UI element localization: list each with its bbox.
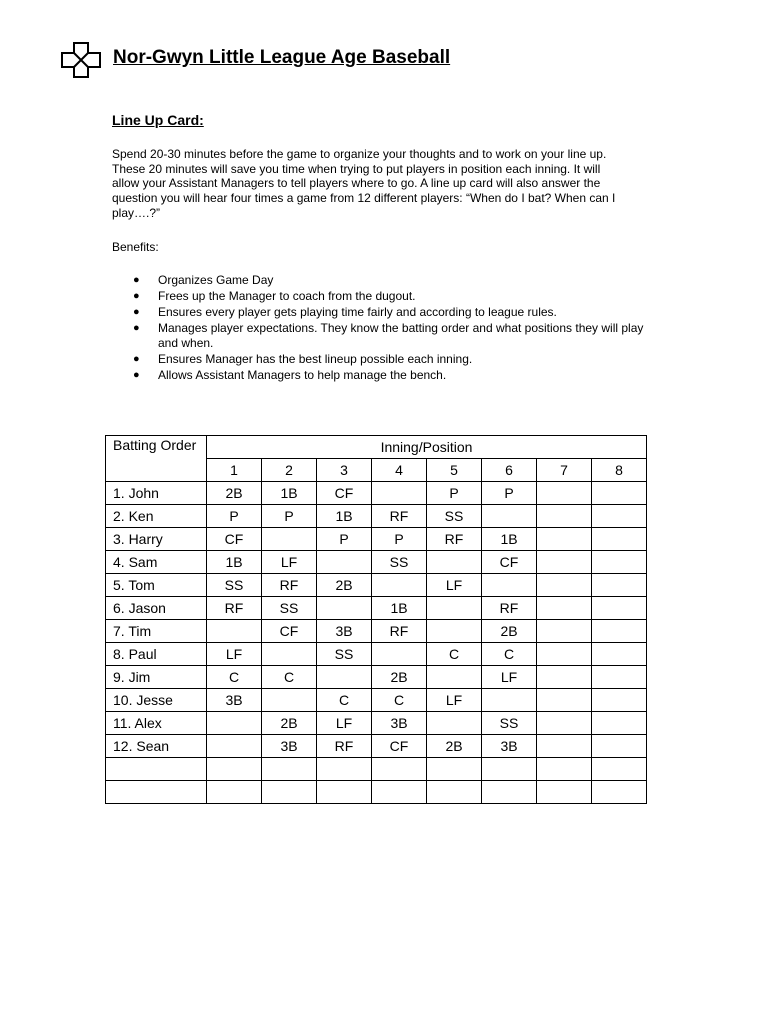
player-name-cell: 3. Harry [106,528,207,551]
position-cell [537,781,592,804]
bullet-icon: ● [133,352,140,365]
table-row [106,666,647,689]
position-cell [592,643,647,666]
position-cell: C [317,689,372,712]
position-cell [372,574,427,597]
bullet-icon: ● [133,290,140,303]
table-row [106,689,647,712]
position-cell: 1B [207,551,262,574]
position-cell: RF [372,620,427,643]
intro-line: play….?” [112,205,161,220]
position-cell: RF [427,528,482,551]
position-cell: 2B [482,620,537,643]
position-cell: CF [482,551,537,574]
inning-number: 2 [262,459,317,482]
benefit-text: Frees up the Manager to coach from the dugout. [158,289,416,304]
position-cell: 1B [317,505,372,528]
player-name-cell: 4. Sam [106,551,207,574]
table-row [106,643,647,666]
position-cell [592,758,647,781]
position-cell [537,528,592,551]
list-item [112,305,657,320]
position-cell: SS [372,551,427,574]
position-cell [317,666,372,689]
player-name-cell: 7. Tim [106,620,207,643]
player-name-cell: 9. Jim [106,666,207,689]
list-item [112,273,657,288]
position-cell [372,758,427,781]
position-cell [537,735,592,758]
position-cell: C [372,689,427,712]
position-cell [537,712,592,735]
position-cell [427,712,482,735]
position-cell: 1B [482,528,537,551]
inning-number: 5 [427,459,482,482]
position-cell [262,781,317,804]
intro-line: These 20 minutes will save you time when trying to put players in position each inning. It will [112,161,601,176]
position-cell [537,551,592,574]
position-cell [427,666,482,689]
benefit-text: Organizes Game Day [158,273,274,287]
position-cell: RF [372,505,427,528]
position-cell: RF [262,574,317,597]
position-cell: 3B [207,689,262,712]
position-cell: SS [207,574,262,597]
position-cell: P [372,528,427,551]
position-cell [592,666,647,689]
position-cell [427,597,482,620]
position-cell: C [207,666,262,689]
position-cell [592,712,647,735]
position-cell [427,620,482,643]
position-cell: LF [427,689,482,712]
bullet-icon: ● [133,322,140,335]
inning-number: 1 [207,459,262,482]
position-cell [262,528,317,551]
position-cell: RF [482,597,537,620]
position-cell: CF [372,735,427,758]
intro-line: question you will hear four times a game from 12 different players: “When do I bat? When can I [112,191,616,206]
player-name-cell [106,781,207,804]
position-cell [537,643,592,666]
cross-outline-logo-icon [60,41,102,79]
position-cell: SS [427,505,482,528]
table-row [106,551,647,574]
position-cell: CF [317,482,372,505]
position-cell: P [207,505,262,528]
section-subtitle: Line Up Card: [112,112,204,128]
position-cell [592,505,647,528]
position-cell [592,781,647,804]
position-cell: C [482,643,537,666]
list-item [112,368,657,383]
position-cell: CF [207,528,262,551]
player-name-cell: 10. Jesse [106,689,207,712]
benefits-label: Benefits: [112,240,159,254]
bullet-icon: ● [133,368,140,381]
position-cell: 2B [427,735,482,758]
bullet-icon: ● [133,306,140,319]
position-cell: 2B [262,712,317,735]
position-cell: LF [482,666,537,689]
document-title: Nor-Gwyn Little League Age Baseball [113,47,451,68]
position-cell [207,735,262,758]
lineup-table [105,435,647,804]
position-cell [262,758,317,781]
position-cell: LF [207,643,262,666]
position-cell [427,758,482,781]
position-cell: SS [262,597,317,620]
position-cell: 1B [262,482,317,505]
table-row [106,528,647,551]
position-cell [372,482,427,505]
position-cell [592,620,647,643]
position-cell: P [482,482,537,505]
batting-order-header: Batting Order [106,436,207,482]
position-cell [592,528,647,551]
table-row [106,735,647,758]
table-row [106,712,647,735]
player-name-cell: 11. Alex [106,712,207,735]
table-row [106,758,647,781]
benefit-text: Manages player expectations. They know the batting order and what positions they will play and when. [158,321,644,350]
intro-paragraph [112,147,657,221]
intro-line: Spend 20-30 minutes before the game to organize your thoughts and to work on your line up. [112,147,607,161]
position-cell [537,482,592,505]
position-cell [262,689,317,712]
position-cell [537,620,592,643]
list-item [112,321,657,350]
table-row [106,781,647,804]
position-cell: 3B [262,735,317,758]
position-cell [482,505,537,528]
position-cell [482,689,537,712]
table-row [106,620,647,643]
position-cell: P [317,528,372,551]
position-cell: 2B [317,574,372,597]
position-cell: 3B [482,735,537,758]
position-cell [317,597,372,620]
benefit-text: Allows Assistant Managers to help manage the bench. [158,367,447,382]
lineup-body [106,436,647,804]
position-cell [317,758,372,781]
position-cell: RF [317,735,372,758]
position-cell: 3B [317,620,372,643]
position-cell [592,482,647,505]
position-cell: 2B [207,482,262,505]
position-cell [537,505,592,528]
position-cell [537,666,592,689]
position-cell [207,758,262,781]
position-cell [427,551,482,574]
position-cell [427,781,482,804]
position-cell: LF [427,574,482,597]
position-cell [537,574,592,597]
benefit-text: Ensures Manager has the best lineup possible each inning. [158,351,473,366]
inning-number: 7 [537,459,592,482]
list-item [112,352,657,367]
player-name-cell [106,758,207,781]
position-cell: LF [262,551,317,574]
position-cell [482,781,537,804]
position-cell [537,689,592,712]
position-cell [537,758,592,781]
position-cell [537,597,592,620]
position-cell [372,643,427,666]
intro-line: allow your Assistant Managers to tell players where to go. A line up card will also answer the [112,176,601,191]
table-row [106,505,647,528]
position-cell: SS [482,712,537,735]
position-cell [262,643,317,666]
position-cell [482,758,537,781]
position-cell [372,781,427,804]
inning-position-header: Inning/Position [207,436,647,459]
position-cell: 3B [372,712,427,735]
position-cell: C [262,666,317,689]
position-cell [207,620,262,643]
position-cell [592,597,647,620]
player-name-cell: 12. Sean [106,735,207,758]
position-cell [317,781,372,804]
position-cell: P [427,482,482,505]
inning-number: 4 [372,459,427,482]
position-cell [592,689,647,712]
benefit-text: Ensures every player gets playing time fairly and according to league rules. [158,305,557,320]
position-cell [207,712,262,735]
position-cell: CF [262,620,317,643]
player-name-cell: 1. John [106,482,207,505]
benefits-list [112,273,657,384]
list-item [112,289,657,304]
inning-number: 8 [592,459,647,482]
position-cell [592,735,647,758]
position-cell: 1B [372,597,427,620]
player-name-cell: 6. Jason [106,597,207,620]
player-name-cell: 8. Paul [106,643,207,666]
position-cell [482,574,537,597]
position-cell: P [262,505,317,528]
position-cell: C [427,643,482,666]
inning-number: 6 [482,459,537,482]
position-cell: RF [207,597,262,620]
position-cell: 2B [372,666,427,689]
position-cell [207,781,262,804]
player-name-cell: 2. Ken [106,505,207,528]
table-row [106,482,647,505]
position-cell [592,574,647,597]
table-header-row [106,436,647,459]
position-cell: SS [317,643,372,666]
position-cell [317,551,372,574]
position-cell [592,551,647,574]
player-name-cell: 5. Tom [106,574,207,597]
table-row [106,597,647,620]
position-cell: LF [317,712,372,735]
inning-number: 3 [317,459,372,482]
table-row [106,574,647,597]
bullet-icon: ● [133,274,140,286]
